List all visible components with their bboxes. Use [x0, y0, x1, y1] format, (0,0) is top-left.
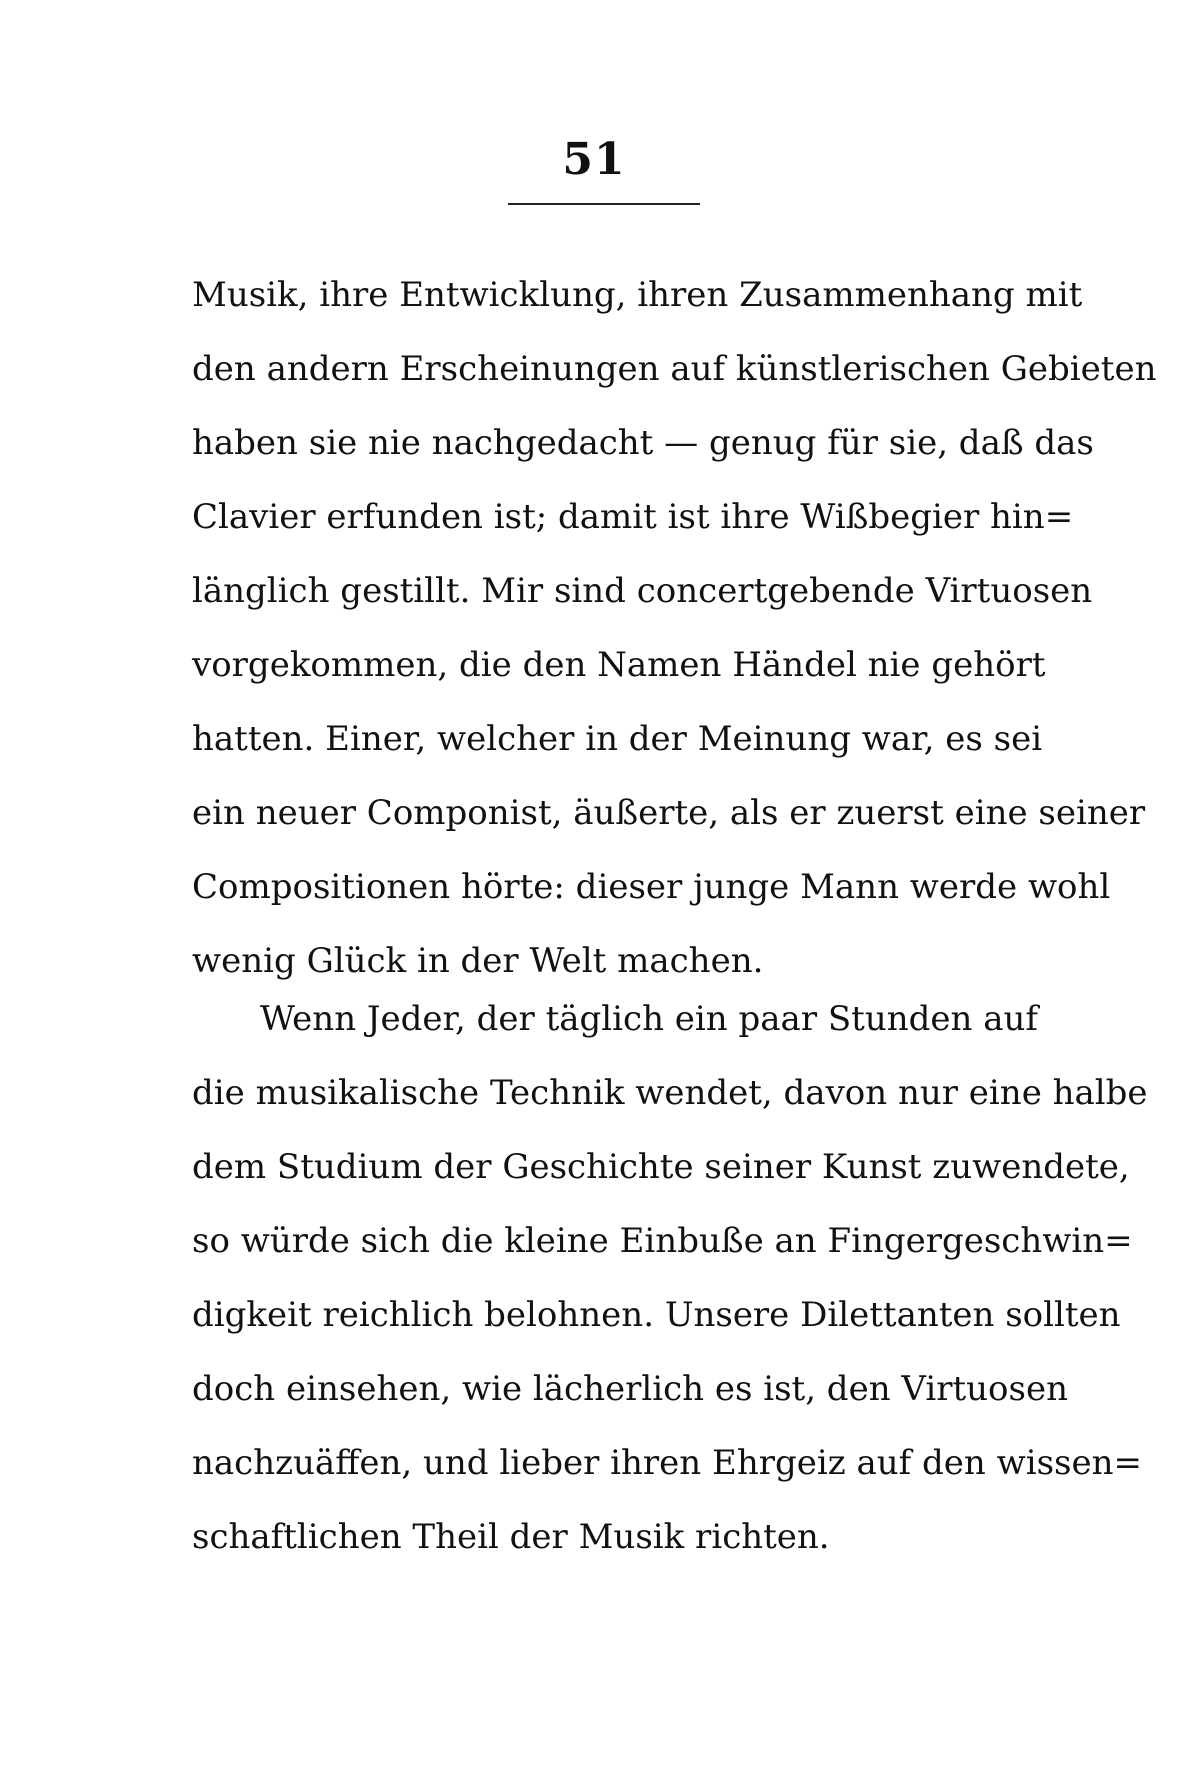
text-line: länglich gestillt. Mir sind concertgebende Virtuosen: [192, 571, 1093, 611]
text-line: Wenn Jeder, der täglich ein paar Stunden auf: [260, 999, 1038, 1039]
text-line: nachzuäffen, und lieber ihren Ehrgeiz auf den wissen=: [192, 1443, 1142, 1483]
text-line: dem Studium der Geschichte seiner Kunst zuwendete,: [192, 1147, 1130, 1187]
text-line: schaftlichen Theil der Musik richten.: [192, 1517, 830, 1557]
text-line: haben sie nie nachgedacht — genug für sie, daß das: [192, 423, 1094, 463]
page-number: 51: [562, 134, 626, 185]
text-line: doch einsehen, wie lächerlich es ist, den Virtuosen: [192, 1369, 1068, 1409]
paragraph: [192, 258, 1157, 998]
text-line: wenig Glück in der Welt machen.: [192, 941, 764, 981]
paragraph: [192, 982, 1148, 1574]
text-line: ein neuer Componist, äußerte, als er zuerst eine seiner: [192, 793, 1146, 833]
header-rule: [508, 203, 700, 205]
text-line: den andern Erscheinungen auf künstlerischen Gebieten: [192, 349, 1157, 389]
text-line: hatten. Einer, welcher in der Meinung war, es sei: [192, 719, 1043, 759]
text-line: die musikalische Technik wendet, davon nur eine halbe: [192, 1073, 1148, 1113]
text-line: so würde sich die kleine Einbuße an Fingergeschwin=: [192, 1221, 1133, 1261]
text-line: Musik, ihre Entwicklung, ihren Zusammenhang mit: [192, 275, 1083, 315]
text-line: vorgekommen, die den Namen Händel nie gehört: [192, 645, 1046, 685]
text-line: Compositionen hörte: dieser junge Mann werde wohl: [192, 867, 1111, 907]
text-line: digkeit reichlich belohnen. Unsere Dilettanten sollten: [192, 1295, 1121, 1335]
text-line: Clavier erfunden ist; damit ist ihre Wißbegier hin=: [192, 497, 1074, 537]
